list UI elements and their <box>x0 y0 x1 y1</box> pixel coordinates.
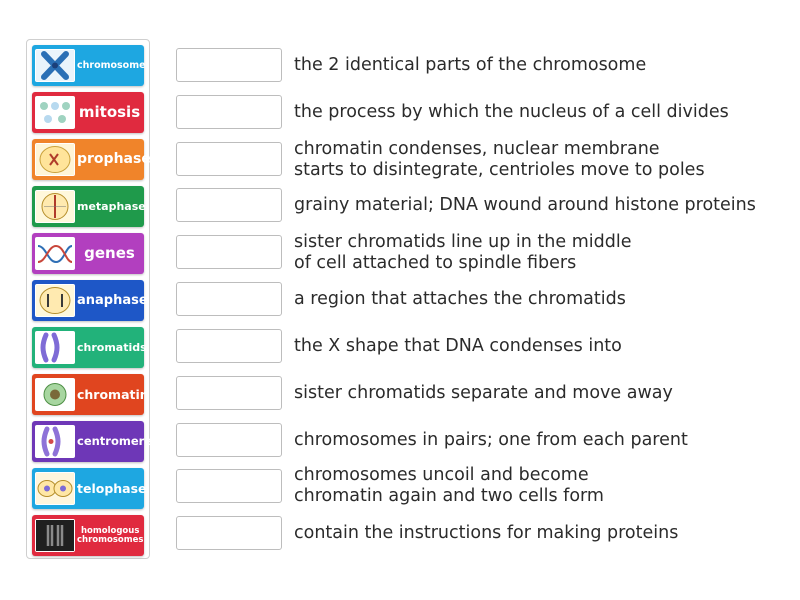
answer-tile-4[interactable] <box>32 186 144 227</box>
answer-tile-label: telophase <box>77 480 147 496</box>
definition-text-8: sister chromatids separate and move away <box>294 382 673 403</box>
dna-helix-image-icon <box>35 237 75 270</box>
centromere-image-icon <box>35 425 75 458</box>
chromatids-image-icon <box>35 331 75 364</box>
definition-text-11: contain the instructions for making proteins <box>294 522 679 543</box>
definition-text-10: chromosomes uncoil and become chromatin again and two cells form <box>294 465 604 506</box>
drop-zone-10[interactable] <box>176 469 282 503</box>
definition-text-9: chromosomes in pairs; one from each parent <box>294 429 688 450</box>
metaphase-cell-image-icon <box>35 190 75 223</box>
definition-text-5: sister chromatids line up in the middle of cell attached to spindle fibers <box>294 232 632 273</box>
definition-text-4: grainy material; DNA wound around histone proteins <box>294 194 756 215</box>
answer-tile-5[interactable] <box>32 233 144 274</box>
drop-zone-2[interactable] <box>176 95 282 129</box>
chromatin-cell-image-icon <box>35 378 75 411</box>
answer-tile-label: prophase <box>77 151 151 168</box>
answer-tile-label: metaphase <box>77 199 146 213</box>
answer-tile-10[interactable] <box>32 468 147 509</box>
drop-zone-7[interactable] <box>176 329 282 363</box>
answer-tile-label: homologous chromosomes <box>77 525 144 545</box>
chromosome-image-icon <box>35 49 75 82</box>
answer-tile-1[interactable] <box>32 45 144 86</box>
drop-zone-5[interactable] <box>176 235 282 269</box>
definition-text-6: a region that attaches the chromatids <box>294 288 626 309</box>
answer-tile-8[interactable] <box>32 374 149 415</box>
drop-zone-8[interactable] <box>176 376 282 410</box>
prophase-cell-image-icon <box>35 143 75 176</box>
answer-tile-9[interactable] <box>32 421 153 462</box>
telophase-cells-image-icon <box>35 472 75 505</box>
answer-tile-label: mitosis <box>78 102 141 121</box>
definition-text-2: the process by which the nucleus of a cell divides <box>294 101 729 122</box>
definition-text-1: the 2 identical parts of the chromosome <box>294 54 647 75</box>
mitosis-cells-image-icon <box>35 96 75 129</box>
answer-tile-11[interactable] <box>32 515 144 556</box>
answer-tile-label: chromatids <box>77 340 147 354</box>
answer-tile-label: centromere <box>77 434 153 449</box>
answer-tile-label: genes <box>84 243 135 262</box>
answer-tile-label: chromosome <box>77 59 146 71</box>
homologous-chromosomes-image-icon <box>35 519 75 552</box>
answer-tile-2[interactable] <box>32 92 144 133</box>
answer-tile-label: chromatin <box>77 386 149 402</box>
drop-zone-11[interactable] <box>176 516 282 550</box>
drop-zone-6[interactable] <box>176 282 282 316</box>
answer-tile-label: anaphase <box>77 292 148 308</box>
drop-zone-4[interactable] <box>176 188 282 222</box>
definition-text-7: the X shape that DNA condenses into <box>294 335 622 356</box>
drop-zone-3[interactable] <box>176 142 282 176</box>
answer-tile-6[interactable] <box>32 280 148 321</box>
answer-tile-7[interactable] <box>32 327 147 368</box>
anaphase-cell-image-icon <box>35 284 75 317</box>
definition-text-3: chromatin condenses, nuclear membrane starts to disintegrate, centrioles move to poles <box>294 139 705 180</box>
drop-zone-9[interactable] <box>176 423 282 457</box>
answer-tile-3[interactable] <box>32 139 151 180</box>
drop-zone-1[interactable] <box>176 48 282 82</box>
